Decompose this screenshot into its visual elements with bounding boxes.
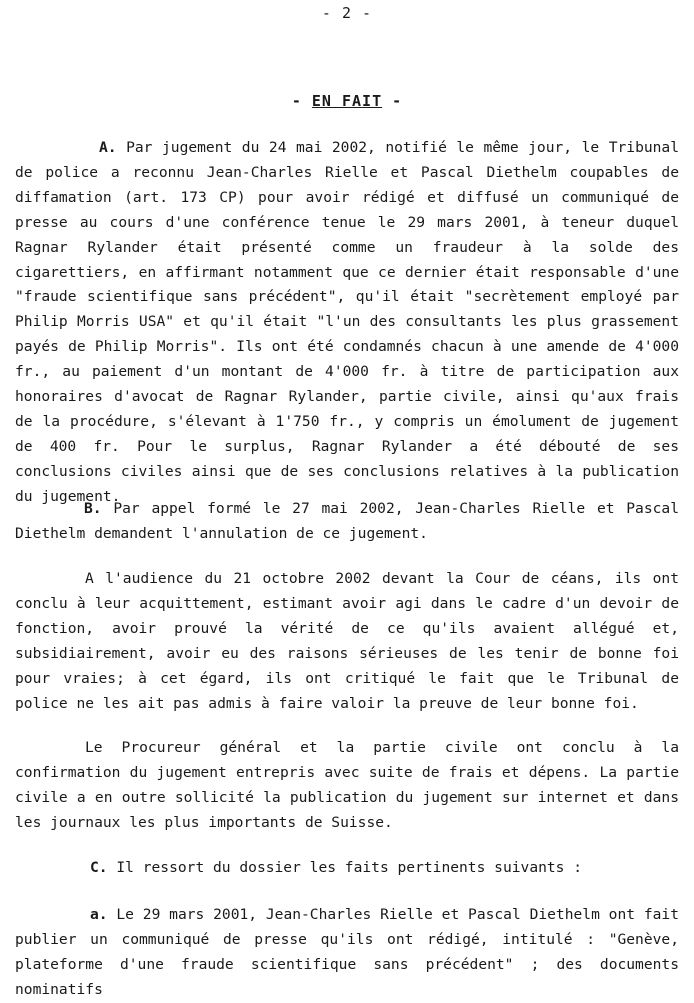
paragraph-text: Le Procureur général et la partie civile ont conclu à la confirmation du jugement entrepris avec suite de frais et dépens. La partie civile a en outre sollicité la publication du jugement sur internet et dans les journaux les plus importants de Suisse. xyxy=(15,739,679,831)
paragraph-marker: C. xyxy=(90,859,108,876)
paragraph-text: Par appel formé le 27 mai 2002, Jean-Charles Rielle et Pascal Diethelm demandent l'annulation de ce jugement. xyxy=(15,500,679,542)
paragraph-text: Par jugement du 24 mai 2002, notifié le même jour, le Tribunal de police a reconnu Jean-Charles Rielle et Pascal Diethelm coupables de diffamation (art. 173 CP) pour avoir rédigé et diffusé un communiqué de presse au cours d'une conférence tenue le 29 mars 2001, à teneur duquel Ragnar Rylander était présenté comme un fraudeur à la solde des cigarettiers, en affirmant notamment que ce dernier était responsable d'une "fraude scientifique sans précédent", qu'il était "secrètement employé par Philip Morris USA" et qu'il était "l'un des consultants les plus grassement payés de Philip Morris". Ils ont été condamnés chacun à une amende de 4'000 fr., au paiement d'un montant de 4'000 fr. à titre de participation aux honoraires d'avocat de Ragnar Rylander, partie civile, ainsi qu'aux frais de la procédure, s'élevant à 1'750 fr., y compris un émolument de jugement de 400 fr. Pour le surplus, Ragnar Rylander a été débouté de ses conclusions civiles ainsi que de ses conclusions relatives à la publication du jugement. xyxy=(15,139,679,505)
paragraph-b xyxy=(15,497,679,547)
paragraph-c-a xyxy=(15,903,679,1003)
paragraph-marker: A. xyxy=(99,139,117,156)
paragraph-text: A l'audience du 21 octobre 2002 devant la Cour de céans, ils ont conclu à leur acquittement, estimant avoir agi dans le cadre d'un devoir de fonction, avoir prouvé la vérité de ce qu'ils avaient allégué et, subsidiairement, avoir eu des raisons sérieuses de les tenir de bonne foi pour vraies; à cet égard, ils ont critiqué le fait que le Tribunal de police ne les ait pas admis à faire valoir la preuve de leur bonne foi. xyxy=(15,570,679,712)
paragraph-text: Le 29 mars 2001, Jean-Charles Rielle et Pascal Diethelm ont fait publier un communiqué de presse qu'ils ont rédigé, intitulé : "Genève, plateforme d'une fraude scientifique sans précédent" ; des documents nominatifs xyxy=(15,906,679,998)
paragraph-hearing xyxy=(15,567,679,716)
paragraph-text: Il ressort du dossier les faits pertinents suivants : xyxy=(107,859,583,876)
paragraph-a xyxy=(15,136,679,510)
paragraph-c xyxy=(15,856,679,881)
paragraph-marker: a. xyxy=(90,906,108,923)
heading-prefix: - xyxy=(291,92,312,110)
section-heading xyxy=(0,92,694,110)
heading-title: EN FAIT xyxy=(311,92,383,110)
paragraph-marker: B. xyxy=(84,500,102,517)
heading-suffix: - xyxy=(382,92,403,110)
page-number: - 2 - xyxy=(321,4,373,22)
paragraph-prosecutor xyxy=(15,736,679,836)
